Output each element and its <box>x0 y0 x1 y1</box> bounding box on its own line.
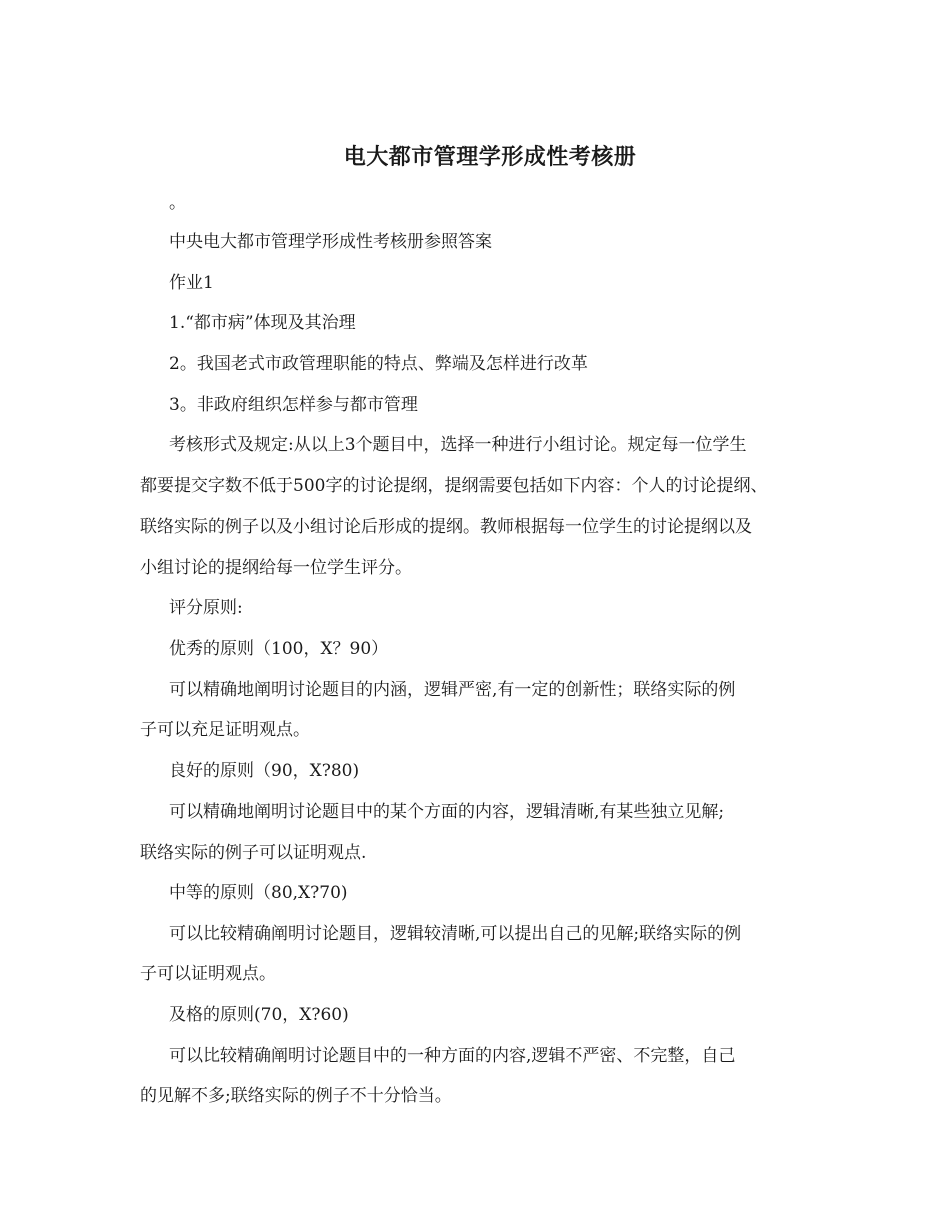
text-line: 的见解不多;联络实际的例子不十分恰当。 <box>140 1086 452 1106</box>
text-line: 中等的原则（80,X?70) <box>169 883 348 903</box>
text-line: 联络实际的例子可以证明观点. <box>140 843 367 863</box>
text-line: 小组讨论的提纲给每一位学生评分。 <box>140 558 412 578</box>
text-line: 可以精确地阐明讨论题目中的某个方面的内容，逻辑清晰,有某些独立见解; <box>169 802 725 822</box>
text-line: 及格的原则(70，X?60) <box>169 1005 349 1025</box>
text-line: 良好的原则（90，X?80) <box>169 761 360 781</box>
text-line: 优秀的原则（100，X？90） <box>169 639 389 659</box>
text-line: 可以比较精确阐明讨论题目中的一种方面的内容,逻辑不严密、不完整，自己 <box>169 1046 736 1066</box>
text-line: 1.“都市病”体现及其治理 <box>169 313 356 333</box>
text-line: 子可以证明观点。 <box>140 964 276 984</box>
text-line: 作业1 <box>169 273 214 293</box>
text-line: 。 <box>169 193 186 213</box>
text-line: 2。我国老式市政管理职能的特点、弊端及怎样进行改革 <box>169 354 588 374</box>
text-line: 可以比较精确阐明讨论题目，逻辑较清晰,可以提出自己的见解;联络实际的例 <box>169 924 742 944</box>
document-title: 电大都市管理学形成性考核册 <box>343 144 637 170</box>
text-line: 都要提交字数不低于500字的讨论提纲，提纲需要包括如下内容：个人的讨论提纲、 <box>140 476 768 496</box>
text-line: 评分原则: <box>169 598 243 618</box>
text-line: 可以精确地阐明讨论题目的内涵，逻辑严密,有一定的创新性；联络实际的例 <box>169 680 736 700</box>
text-line: 联络实际的例子以及小组讨论后形成的提纲。教师根据每一位学生的讨论提纲以及 <box>140 517 752 537</box>
text-line: 3。非政府组织怎样参与都市管理 <box>169 395 418 415</box>
text-line: 子可以充足证明观点。 <box>140 720 310 740</box>
text-line: 考核形式及规定:从以上3个题目中，选择一种进行小组讨论。规定每一位学生 <box>169 435 747 455</box>
text-line: 中央电大都市管理学形成性考核册参照答案 <box>169 232 492 252</box>
